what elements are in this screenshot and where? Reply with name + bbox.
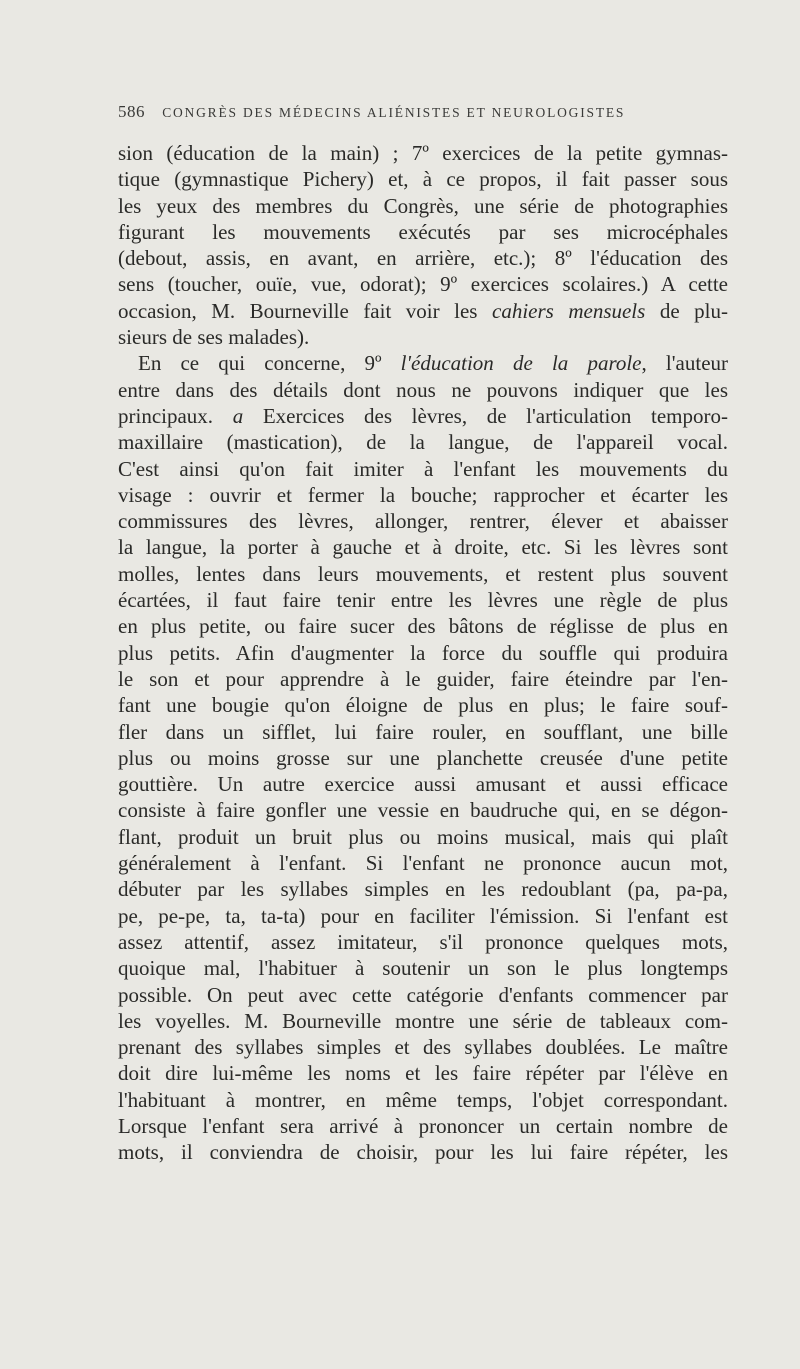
text-line [118, 350, 728, 376]
italic-text-run: l'éducation de la parole [400, 351, 642, 376]
text-line: Lorsque l'enfant sera arrivé à prononcer un certain nombre de [118, 1113, 728, 1138]
text-run: principaux. [118, 403, 233, 428]
text-run: En ce qui concerne, 9º [138, 351, 401, 376]
text-line: (debout, assis, en avant, en arrière, etc.); 8º l'éducation des [118, 246, 728, 271]
text-line: la langue, la porter à gauche et à droite, etc. Si les lèvres sont [118, 535, 728, 560]
text-line: mots, il conviendra de choisir, pour les lui faire répéter, les [118, 1140, 728, 1165]
text-line: les yeux des membres du Congrès, une série de photographies [118, 193, 728, 218]
text-line: les voyelles. M. Bourneville montre une série de tableaux com- [118, 1008, 728, 1033]
text-line: écartées, il faut faire tenir entre les lèvres une règle de plus [118, 588, 728, 613]
text-line: débuter par les syllabes simples en les redoublant (pa, pa-pa, [118, 877, 728, 902]
text-line: en plus petite, ou faire sucer des bâtons de réglisse de plus en [118, 614, 728, 639]
text-run: de plu- [645, 298, 728, 323]
text-line: sion (éducation de la main) ; 7º exercices de la petite gymnas- [118, 141, 728, 165]
text-line: figurant les mouvements exécutés par ses microcéphales [118, 219, 728, 244]
text-line: fler dans un sifflet, lui faire rouler, en soufflant, une bille [118, 719, 728, 744]
text-line: pe, pe-pe, ta, ta-ta) pour en faciliter l'émission. Si l'enfant est [118, 903, 728, 928]
text-line: molles, lentes dans leurs mouvements, et restent plus souvent [118, 561, 728, 586]
text-line: doit dire lui-même les noms et les faire répéter par l'élève en [118, 1061, 728, 1086]
text-line: prenant des syllabes simples et des syllabes doublées. Le maître [118, 1035, 728, 1060]
text-line: plus ou moins grosse sur une planchette creusée d'une petite [118, 745, 728, 770]
text-line: fant une bougie qu'on éloigne de plus en plus; le faire souf- [118, 693, 728, 718]
text-line: tique (gymnastique Pichery) et, à ce propos, il fait passer sous [118, 167, 728, 192]
text-line: le son et pour apprendre à le guider, faire éteindre par l'en- [118, 666, 728, 691]
text-line: plus petits. Afin d'augmenter la force du souffle qui produira [118, 640, 728, 665]
text-line: maxillaire (mastication), de la langue, de l'appareil vocal. [118, 430, 728, 455]
text-line [118, 298, 728, 324]
italic-text-run: a [232, 403, 244, 428]
text-run: , l'auteur [641, 351, 728, 376]
header-title: CONGRÈS DES MÉDECINS ALIÉNISTES ET NEUROLOGISTES [162, 105, 626, 120]
body-text [118, 140, 728, 1166]
text-line: C'est ainsi qu'on fait imiter à l'enfant les mouvements du [118, 456, 728, 481]
text-line: consiste à faire gonfler une vessie en baudruche qui, en se dégon- [118, 798, 728, 823]
page-number: 586 [118, 102, 145, 121]
text-line: gouttière. Un autre exercice aussi amusant et aussi efficace [118, 772, 728, 797]
text-line [118, 403, 728, 429]
text-line: possible. On peut avec cette catégorie d'enfants commencer par [118, 982, 728, 1007]
text-run: occasion, M. Bourneville fait voir les [118, 298, 492, 323]
text-line: quoique mal, l'habituer à soutenir un son le plus longtemps [118, 956, 728, 981]
text-line: assez attentif, assez imitateur, s'il prononce quelques mots, [118, 929, 728, 954]
text-line: sieurs de ses malades). [118, 325, 310, 350]
text-line: commissures des lèvres, allonger, rentrer, élever et abaisser [118, 509, 728, 534]
text-line: flant, produit un bruit plus ou moins musical, mais qui plaît [118, 824, 728, 849]
text-line: généralement à l'enfant. Si l'enfant ne prononce aucun mot, [118, 851, 728, 876]
text-run: Exercices des lèvres, de l'articulation temporo- [243, 403, 728, 428]
text-line: visage : ouvrir et fermer la bouche; rapprocher et écarter les [118, 482, 728, 507]
italic-text-run: cahiers mensuels [492, 298, 646, 323]
text-line: sens (toucher, ouïe, vue, odorat); 9º exercices scolaires.) A cette [118, 272, 728, 297]
text-line: l'habituant à montrer, en même temps, l'objet correspondant. [118, 1087, 728, 1112]
running-header [118, 102, 678, 132]
text-line: entre dans des détails dont nous ne pouvons indiquer que les [118, 377, 728, 402]
